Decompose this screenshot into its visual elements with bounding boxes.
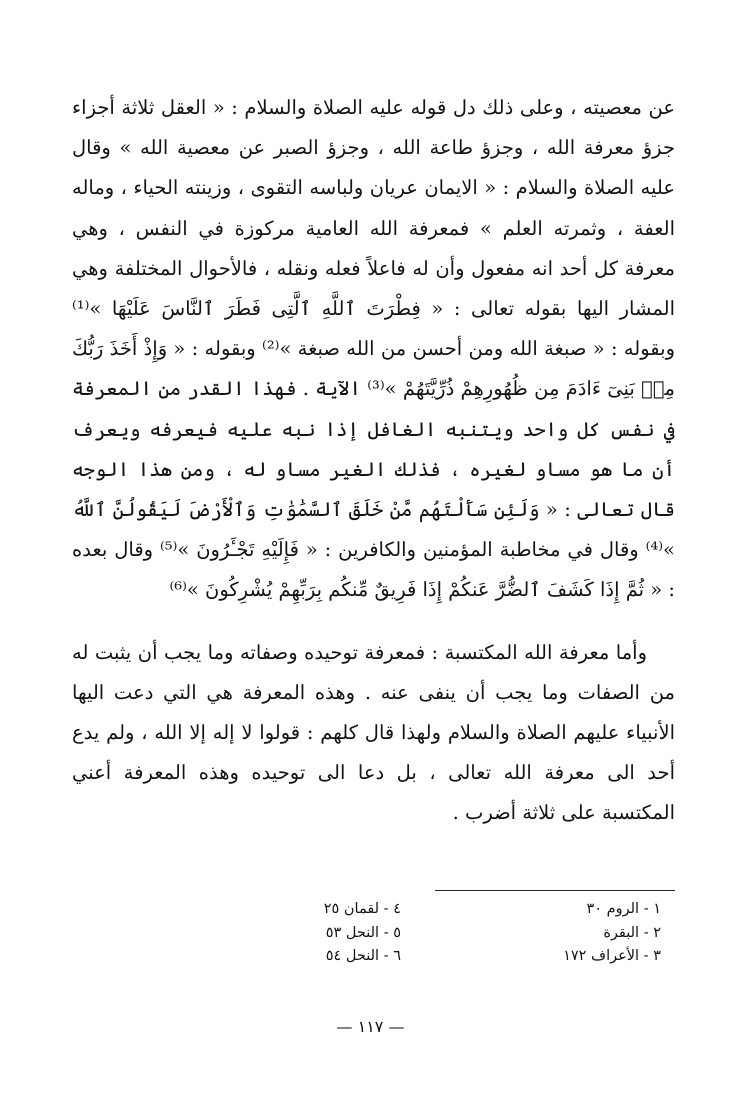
line: فذلك الغير مساو له ، ومن هذا الوجه قال تعالى : « وَلَئِن سَأَلْتَهُم مَّنْ	[72, 457, 675, 522]
line: عَنكُمْ إِذَا فَرِيقٌ مِّنكُم بِرَبِّهِمْ يُشْرِكُونَ »⁽⁶⁾	[169, 578, 490, 602]
line: خَلَقَ ٱلسَّمَٰوَٰتِ وَٱلْأَرْضَ لَيَقُولُنَّ ٱللَّهُ »⁽⁴⁾ وقال في مخاطبة المؤمنين	[72, 498, 675, 562]
main-text	[72, 88, 675, 834]
footnote-3: ٣ - الأعراف ١٧٢	[563, 948, 661, 964]
footnote-4: ٤ - لقمان ٢٥	[323, 901, 401, 917]
line: فاعلاً فعله ونقله ، فالأحوال المختلفة وهي المشار اليها بقوله تعالى :	[72, 256, 676, 321]
line: معصية الله » وقال عليه الصلاة والسلام : « الايمان عريان ولباسه	[72, 136, 675, 200]
line: المعرفة أعني المكتسبة على ثلاثة أضرب .	[72, 761, 675, 825]
line: العامية مركوزة في النفس ، وهي معرفة كل أحد انه مفعول وأن له	[72, 216, 675, 280]
line: « فِطْرَتَ ٱللَّهِ ٱلَّتِى فَطَرَ ٱلنَّاسَ عَلَيْهَا »⁽¹⁾ وبقوله : « صبغة الله ومن	[72, 297, 675, 361]
footnote-5: ٥ - النحل ٥٣	[325, 924, 401, 941]
footnote-2: ٢ - البقرة	[603, 924, 661, 941]
footnotes-column-right	[563, 898, 661, 969]
line: إلا الله ، ولم يدع أحد الى معرفة الله تعالى ، بل دعا الى توحيده وهذه	[72, 721, 676, 785]
line: التقوى ، وزينته الحياء ، وماله العفة ، وثمرته العلم » فمعرفة الله	[72, 176, 676, 240]
line: ثلاثة أجزاء جزؤ معرفة الله ، وجزؤ طاعة الله ، وجزؤ الصبر عن	[72, 96, 675, 160]
page-number: — ١١٧ —	[336, 1017, 405, 1036]
footnote-6: ٦ - النحل ٥٤	[325, 948, 401, 964]
footnotes-column-left	[324, 898, 401, 969]
line: ظُهُورِهِمْ ذُرِّيَّتَهُمْ »⁽³⁾ الآية . فهذا القدر من المعرفة في نفس كل	[72, 377, 675, 441]
line: يثبت له من الصفات وما يجب أن ينفى عنه . وهذه المعرفة هي التي	[72, 640, 675, 704]
footnote-1: ١ - الروم ٣٠	[586, 901, 661, 917]
line: وأما معرفة الله المكتسبة : فمعرفة توحيده وصفاته وما يجب أن	[137, 640, 647, 664]
line: أحسن من الله صبغة »⁽²⁾ وبقوله : « وَإِذْ أَخَذَ رَبُّكَ مِنۢ بَنِىٓ ءَادَمَ مِن	[72, 337, 675, 401]
line: واحد ويتنبه الغافل إذا نبه عليه فيعرفه ويعرف أن ما هو مساو لغيره ،	[72, 417, 675, 481]
line: عن معصيته ، وعلى ذلك دل قوله عليه الصلاة والسلام : « العقل	[160, 96, 675, 119]
footnote-separator	[435, 890, 675, 891]
paragraph-1	[72, 88, 675, 611]
line: دعت اليها الأنبياء عليهم الصلاة والسلام ولهذا قال كلهم : قولوا لا إله	[72, 680, 676, 745]
paragraph-2	[72, 633, 675, 834]
line: والكافرين : « فَإِلَيْهِ تَجْـَٔرُونَ »⁽⁵⁾ وقال بعده : « ثُمَّ إِذَا كَشَفَ ٱلضُّرَّ	[72, 538, 675, 602]
